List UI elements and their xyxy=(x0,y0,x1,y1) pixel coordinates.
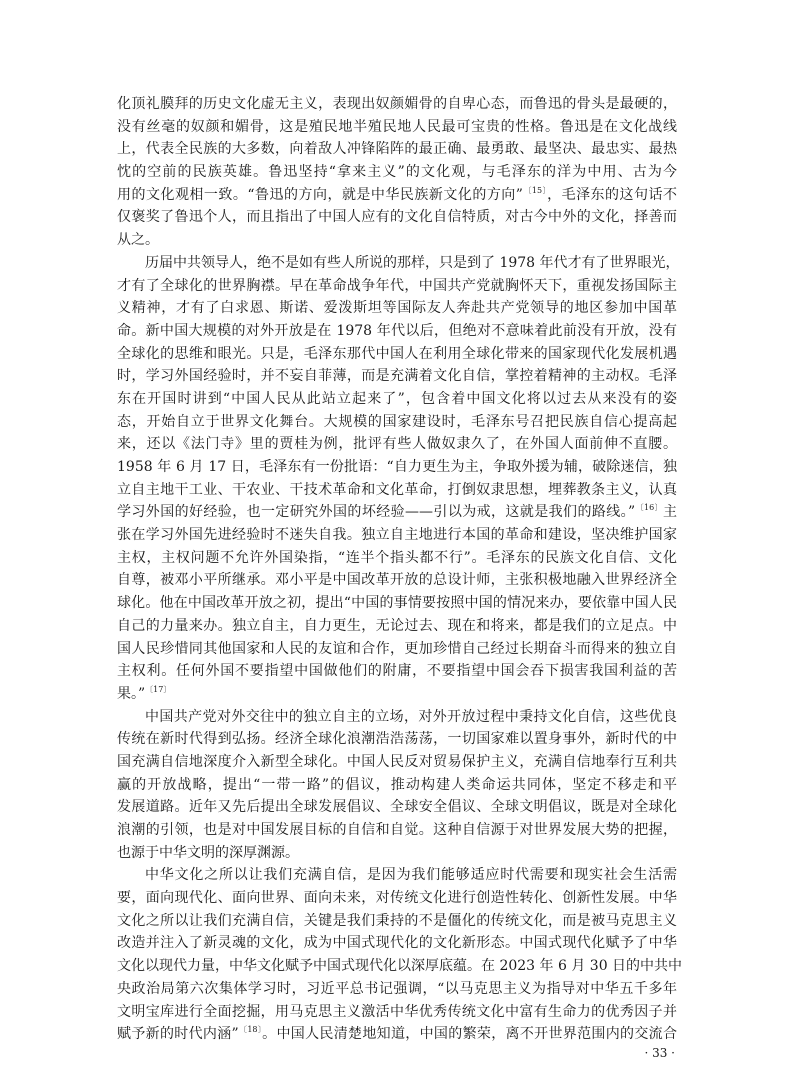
line-text: ，毛泽东的这句话不 xyxy=(547,186,677,203)
line-text: 自己的力量来办。独立自主，自力更生，无论过去、现在和将来，都是我们的立足点。中 xyxy=(117,617,677,634)
text-line xyxy=(117,320,677,343)
line-text: 态，开始自立于世界文化舞台。大规模的国家建设时，毛泽东号召把民族自信心提高起 xyxy=(117,413,677,430)
text-line xyxy=(117,229,677,252)
line-text: 忱的空前的民族英雄。鲁迅坚持“拿来主义”的文化观，与毛泽东的洋为中用、古为今 xyxy=(117,164,677,181)
line-text: 东在开国时讲到“中国人民从此站立起来了”，包含着中国文化将以过去从来没有的姿 xyxy=(117,390,677,407)
text-line xyxy=(117,706,677,729)
line-text: 发展道路。近年又先后提出全球发展倡议、全球安全倡议、全球文明倡议，既是对全球化 xyxy=(117,799,677,816)
line-text: 果。” xyxy=(117,685,146,702)
line-text: 历届中共领导人，绝不是如有些人所说的那样，只是到了 1978 年代才有了世界眼光， xyxy=(145,254,680,271)
citation-ref: 〔17〕 xyxy=(145,684,172,694)
text-line xyxy=(117,297,677,320)
line-text: 传统在新时代得到弘扬。经济全球化浪潮浩浩荡荡，一切国家难以置身事外，新时代的中 xyxy=(117,731,677,748)
text-line xyxy=(117,569,677,592)
line-text: 赢的开放战略，提出“一带一路”的倡议，推动构建人类命运共同体，坚定不移走和平 xyxy=(117,776,677,793)
text-line xyxy=(117,93,677,116)
text-line xyxy=(117,864,677,887)
text-line xyxy=(117,411,677,434)
text-line xyxy=(117,116,677,139)
text-line xyxy=(117,728,677,751)
line-text: 国人民珍惜同其他国家和人民的友谊和合作，更加珍惜自己经过长期奋斗而得来的独立自 xyxy=(117,640,677,657)
text-line xyxy=(117,547,677,570)
text-line xyxy=(117,751,677,774)
line-text: 用的文化观相一致。“鲁迅的方向，就是中华民族新文化的方向” xyxy=(117,186,523,203)
text-line xyxy=(117,638,677,661)
text-line xyxy=(117,343,677,366)
text-line xyxy=(117,683,677,706)
line-text: 央政治局第六次集体学习时，习近平总书记强调，“以马克思主义为指导对中华五千多年 xyxy=(117,980,677,997)
line-text: 命。新中国大规模的对外开放是在 1978 年代以后，但绝对不意味着此前没有开放，没有 xyxy=(117,322,677,339)
text-line xyxy=(117,932,677,955)
line-text: 才有了全球化的世界胸襟。早在革命战争年代，中国共产党就胸怀天下，重视发扬国际主 xyxy=(117,277,677,294)
line-text: 国充满自信地深度介入新型全球化。中国人民反对贸易保护主义，充满自信地奉行互利共 xyxy=(117,753,677,770)
text-line xyxy=(117,161,677,184)
paragraph xyxy=(117,252,680,706)
text-line xyxy=(117,1001,677,1024)
line-text: 文明宝库进行全面挖掘，用马克思主义激活中华优秀传统文化中富有生命力的优秀因子并 xyxy=(117,1003,677,1020)
line-text: 张在学习外国先进经验时不迷失自我。独立自主地进行本国的革命和建设，坚决维护国家 xyxy=(117,527,677,544)
page-number: · 33 · xyxy=(644,1046,675,1060)
text-line xyxy=(117,456,677,479)
line-text: 赋予新的时代内涵” xyxy=(117,1026,239,1043)
line-text: 来，还以《法门寺》里的贾桂为例，批评有些人做奴隶久了，在外国人面前伸不直腰。 xyxy=(117,436,677,453)
text-line xyxy=(117,252,680,275)
text-line xyxy=(117,365,677,388)
line-text: 全球化的思维和眼光。只是，毛泽东那代中国人在利用全球化带来的国家现代化发展机遇 xyxy=(117,345,677,362)
paragraph xyxy=(117,706,677,865)
line-text: 化顶礼膜拜的历史文化虚无主义，表现出奴颜媚骨的自卑心态，而鲁迅的骨头是最硬的， xyxy=(117,96,677,112)
text-line xyxy=(117,433,677,456)
line-text: 也源于中华文明的深厚渊源。 xyxy=(117,844,299,861)
line-text: 上，代表全民族的大多数，向着敌人冲锋陷阵的最正确、最勇敢、最坚决、最忠实、最热 xyxy=(117,141,677,158)
citation-ref: 〔18〕 xyxy=(238,1025,263,1035)
line-text: 浪潮的引领，也是对中国发展目标的自信和自觉。这种自信源于对世界发展大势的把握， xyxy=(117,822,677,838)
text-line xyxy=(117,524,677,547)
text-line xyxy=(117,206,677,229)
text-line xyxy=(117,774,677,797)
paragraph xyxy=(117,93,677,252)
line-text: 1958 年 6 月 17 日，毛泽东有一份批语：“自力更生为主，争取外援为辅，破除迷信，独 xyxy=(117,459,677,475)
text-line xyxy=(117,275,677,298)
line-text: 球化。他在中国改革开放之初，提出“中国的事情要按照中国的情况来办，要依靠中国人民 xyxy=(117,595,677,612)
line-text: 要，面向现代化、面向世界、面向未来，对传统文化进行创造性转化、创新性发展。中华 xyxy=(117,890,677,907)
text-line xyxy=(117,615,677,638)
line-text: 主 xyxy=(663,504,678,521)
line-text: 从之。 xyxy=(117,232,159,249)
text-line xyxy=(117,978,677,1001)
text-line xyxy=(117,910,677,933)
line-text: 主权利。任何外国不要指望中国做他们的附庸，不要指望中国会吞下损害我国利益的苦 xyxy=(117,663,677,680)
line-text: 文化以现代力量，中华文化赋予中国式现代化以深厚底蕴。在 2023 年 6 月 30 日的中共中 xyxy=(117,958,683,975)
line-text: 没有丝毫的奴颜和媚骨，这是殖民地半殖民地人民最可宝贵的性格。鲁迅是在文化战线 xyxy=(117,118,677,135)
text-line xyxy=(117,887,677,910)
line-text: 自尊，被邓小平所继承。邓小平是中国改革开放的总设计师，主张积极地融入世界经济全 xyxy=(117,572,677,589)
text-line xyxy=(117,819,677,842)
line-text: 中国共产党对外交往中的独立自主的立场，对外开放过程中秉持文化自信，这些优良 xyxy=(145,708,677,725)
body-text xyxy=(117,93,683,1046)
citation-ref: 〔16〕 xyxy=(635,503,664,513)
line-text: 立自主地干工业、干农业、干技术革命和文化革命，打倒奴隶思想，埋葬教条主义，认真 xyxy=(117,481,677,498)
line-text: 主权，主权问题不允许外国染指，“连半个指头都不行”。毛泽东的民族文化自信、文化 xyxy=(117,549,677,566)
text-line xyxy=(117,479,677,502)
line-text: 中华文化之所以让我们充满自信，是因为我们能够适应时代需要和现实社会生活需 xyxy=(145,867,677,884)
text-line xyxy=(117,842,677,865)
line-text: 。中国人民清楚地知道，中国的繁荣，离不开世界范围内的交流合 xyxy=(262,1026,677,1043)
line-text: 文化之所以让我们充满自信，关键是我们秉持的不是僵化的传统文化，而是被马克思主义 xyxy=(117,912,677,929)
text-line xyxy=(117,1023,677,1046)
line-text: 学习外国的好经验，也一定研究外国的坏经验——引以为戒，这就是我们的路线。” xyxy=(117,504,636,521)
text-line xyxy=(117,660,677,683)
text-line xyxy=(117,592,677,615)
text-line xyxy=(117,184,677,207)
text-line xyxy=(117,796,677,819)
line-text: 仅褒奖了鲁迅个人，而且指出了中国人应有的文化自信特质，对古今中外的文化，择善而 xyxy=(117,209,677,226)
paragraph xyxy=(117,864,683,1046)
line-text: 义精神，才有了白求恩、斯诺、爱泼斯坦等国际友人奔赴共产党领导的地区参加中国革 xyxy=(117,300,677,317)
line-text: 时，学习外国经验时，并不妄自菲薄，而是充满着文化自信，掌控着精神的主动权。毛泽 xyxy=(117,368,677,385)
line-text: 改造并注入了新灵魂的文化，成为中国式现代化的文化新形态。中国式现代化赋予了中华 xyxy=(117,935,677,952)
text-line xyxy=(117,388,677,411)
text-line xyxy=(117,955,683,978)
text-line xyxy=(117,501,677,524)
citation-ref: 〔15〕 xyxy=(522,185,548,195)
text-line xyxy=(117,138,677,161)
